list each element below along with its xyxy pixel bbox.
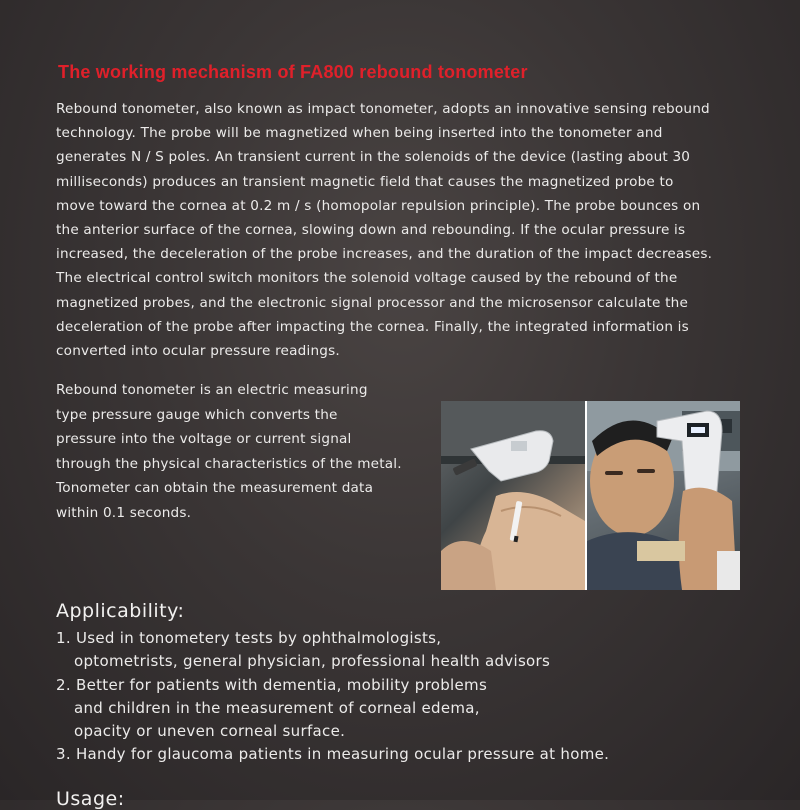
paragraph-line: milliseconds) produces an transient magnetic field that causes the magnetized probe to (56, 173, 674, 190)
paragraph-line: The electrical control switch monitors the solenoid voltage caused by the rebound of the (56, 270, 678, 287)
paragraph-line: generates N / S poles. An transient current in the solenoids of the device (lasting about 30 (56, 149, 691, 166)
paragraph-line: the anterior surface of the cornea, slowing down and rebounding. If the ocular pressure is (56, 222, 686, 239)
paragraph-line: magnetized probes, and the electronic signal processor and the microsensor calculate the (56, 294, 689, 311)
paragraph-line: Tonometer can obtain the measurement data (56, 480, 374, 497)
list-item: 1. Used in tonometery tests by ophthalmologists, (56, 629, 442, 647)
paragraph-line: converted into ocular pressure readings. (56, 343, 340, 360)
paragraph-line: increased, the deceleration of the probe increases, and the duration of the impact decreases. (56, 246, 713, 263)
tonometer-use-illustration (587, 401, 740, 590)
list-item: 2. Better for patients with dementia, mobility problems (56, 675, 488, 694)
applicability-list (56, 627, 756, 767)
applicability-heading: Applicability: (56, 600, 185, 622)
page-title: The working mechanism of FA800 rebound tonometer (58, 62, 528, 82)
paragraph-line: pressure into the voltage or current signal (56, 431, 352, 448)
tonometer-hand-photo (441, 401, 585, 590)
list-item: 3. Handy for glaucoma patients in measuring ocular pressure at home. (56, 745, 610, 764)
paragraph-line: within 0.1 seconds. (56, 504, 192, 521)
paragraph-line: type pressure gauge which converts the (56, 406, 338, 423)
tonometer-use-photo (587, 401, 740, 590)
list-item-continuation: optometrists, general physician, professional health advisors (74, 652, 551, 671)
product-photos (441, 401, 740, 590)
list-item-continuation: opacity or uneven corneal surface. (74, 722, 346, 741)
gauge-paragraph (56, 378, 426, 526)
paragraph-line: Rebound tonometer, also known as impact tonometer, adopts an innovative sensing rebound (56, 101, 710, 117)
paragraph-line: move toward the cornea at 0.2 m / s (homopolar repulsion principle). The probe bounces on (56, 197, 701, 214)
paragraph-line: through the physical characteristics of the metal. (56, 455, 402, 472)
paragraph-line: technology. The probe will be magnetized when being inserted into the tonometer and (56, 125, 663, 142)
list-item-continuation: and children in the measurement of corneal edema, (74, 698, 480, 717)
paragraph-line: Rebound tonometer is an electric measuring (56, 382, 368, 398)
usage-heading: Usage: (56, 788, 125, 810)
mechanism-paragraph (56, 97, 746, 363)
paragraph-line: deceleration of the probe after impacting the cornea. Finally, the integrated information is (56, 318, 689, 335)
tonometer-hand-illustration (441, 401, 585, 590)
